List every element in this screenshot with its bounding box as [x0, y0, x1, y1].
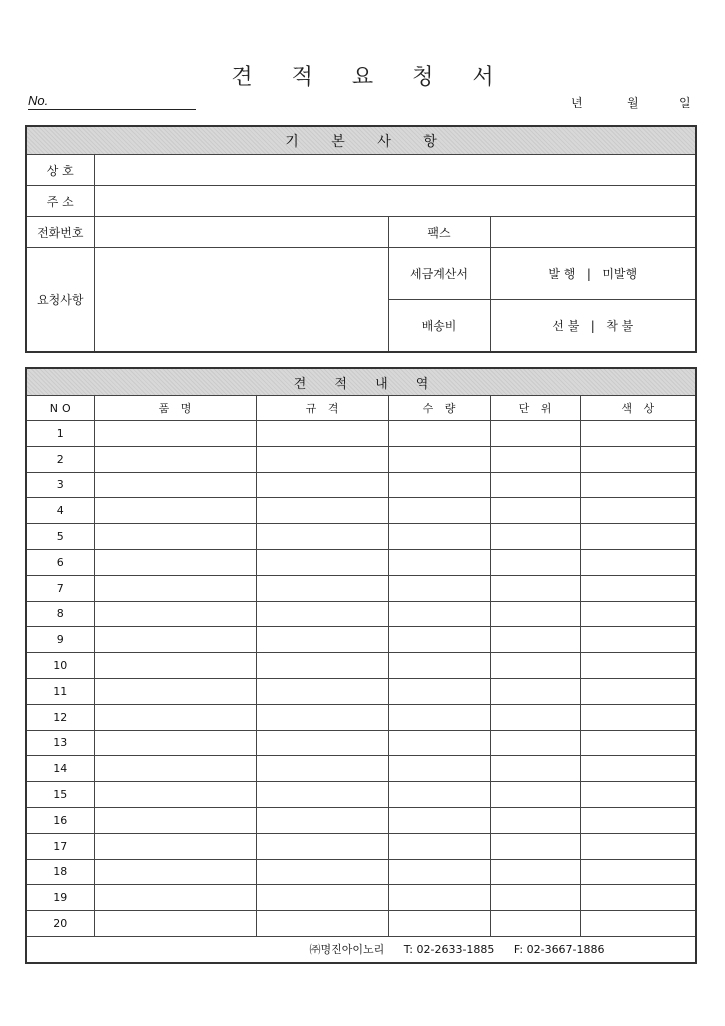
item-name-cell[interactable] [94, 627, 256, 653]
color-cell[interactable] [580, 885, 696, 911]
table-row [26, 807, 696, 833]
row-number: 18 [26, 859, 94, 885]
table-row [26, 627, 696, 653]
unit-cell[interactable] [490, 472, 580, 498]
color-cell[interactable] [580, 549, 696, 575]
unit-cell[interactable] [490, 730, 580, 756]
row-number: 13 [26, 730, 94, 756]
request-label: 요청사항 [26, 248, 94, 352]
item-name-cell[interactable] [94, 472, 256, 498]
row-number: 11 [26, 678, 94, 704]
quantity-cell[interactable] [388, 653, 490, 679]
spec-cell[interactable] [256, 421, 388, 447]
column-header-unit: 단 위 [490, 396, 580, 421]
tax-invoice-label: 세금계산서 [388, 248, 490, 300]
quantity-cell[interactable] [388, 575, 490, 601]
date-day-label: 일 [679, 96, 691, 110]
request-input[interactable] [94, 248, 388, 352]
item-name-cell[interactable] [94, 524, 256, 550]
spec-cell[interactable] [256, 807, 388, 833]
item-name-cell[interactable] [94, 446, 256, 472]
quantity-cell[interactable] [388, 446, 490, 472]
table-row [26, 833, 696, 859]
quantity-cell[interactable] [388, 472, 490, 498]
row-number: 15 [26, 782, 94, 808]
color-cell[interactable] [580, 833, 696, 859]
row-number: 20 [26, 911, 94, 937]
row-number: 6 [26, 549, 94, 575]
item-name-cell[interactable] [94, 911, 256, 937]
item-name-cell[interactable] [94, 782, 256, 808]
table-row [26, 782, 696, 808]
fax-input[interactable] [490, 217, 696, 248]
unit-cell[interactable] [490, 885, 580, 911]
color-cell[interactable] [580, 782, 696, 808]
spec-cell[interactable] [256, 911, 388, 937]
color-cell[interactable] [580, 421, 696, 447]
spec-cell[interactable] [256, 730, 388, 756]
quote-items-table [25, 367, 697, 964]
quantity-cell[interactable] [388, 524, 490, 550]
quantity-cell[interactable] [388, 678, 490, 704]
column-header-spec: 규 격 [256, 396, 388, 421]
table-row [26, 575, 696, 601]
table-row [26, 601, 696, 627]
quantity-cell[interactable] [388, 601, 490, 627]
table-row [26, 756, 696, 782]
item-name-cell[interactable] [94, 885, 256, 911]
quantity-cell[interactable] [388, 859, 490, 885]
quantity-cell[interactable] [388, 833, 490, 859]
item-name-cell[interactable] [94, 756, 256, 782]
row-number: 1 [26, 421, 94, 447]
spec-cell[interactable] [256, 549, 388, 575]
color-cell[interactable] [580, 472, 696, 498]
item-name-cell[interactable] [94, 421, 256, 447]
spec-cell[interactable] [256, 885, 388, 911]
column-header-quantity: 수 량 [388, 396, 490, 421]
quantity-cell[interactable] [388, 756, 490, 782]
unit-cell[interactable] [490, 549, 580, 575]
row-number: 14 [26, 756, 94, 782]
table-row [26, 678, 696, 704]
quantity-cell[interactable] [388, 885, 490, 911]
color-cell[interactable] [580, 524, 696, 550]
item-name-cell[interactable] [94, 601, 256, 627]
spec-cell[interactable] [256, 498, 388, 524]
column-header-no: NO [26, 396, 94, 421]
color-cell[interactable] [580, 498, 696, 524]
table-row [26, 730, 696, 756]
table-row [26, 421, 696, 447]
spec-cell[interactable] [256, 678, 388, 704]
table-row [26, 653, 696, 679]
unit-cell[interactable] [490, 704, 580, 730]
footer-tel: T: 02-2633-1885 [403, 943, 495, 957]
date-year-label: 년 [571, 96, 583, 110]
document-number-field[interactable]: No. [28, 93, 196, 110]
unit-cell[interactable] [490, 678, 580, 704]
row-number: 2 [26, 446, 94, 472]
unit-cell[interactable] [490, 859, 580, 885]
phone-label: 전화번호 [26, 217, 94, 248]
date-month-label: 월 [627, 96, 639, 110]
company-label: 상 호 [26, 155, 94, 186]
quantity-cell[interactable] [388, 911, 490, 937]
row-number: 4 [26, 498, 94, 524]
basic-info-table [25, 125, 697, 353]
item-name-cell[interactable] [94, 730, 256, 756]
unit-cell[interactable] [490, 601, 580, 627]
color-cell[interactable] [580, 807, 696, 833]
item-name-cell[interactable] [94, 678, 256, 704]
footer-fax: F: 02-3667-1886 [513, 943, 605, 957]
item-name-cell[interactable] [94, 807, 256, 833]
shipping-label: 배송비 [388, 300, 490, 352]
footer-contact [26, 936, 696, 962]
item-name-cell[interactable] [94, 549, 256, 575]
row-number: 7 [26, 575, 94, 601]
spec-cell[interactable] [256, 472, 388, 498]
document-title: 견 적 요 청 서 [231, 65, 510, 90]
color-cell[interactable] [580, 627, 696, 653]
spec-cell[interactable] [256, 653, 388, 679]
table-row [26, 472, 696, 498]
unit-cell[interactable] [490, 911, 580, 937]
row-number: 5 [26, 524, 94, 550]
row-number: 8 [26, 601, 94, 627]
item-name-cell[interactable] [94, 653, 256, 679]
row-number: 16 [26, 807, 94, 833]
spec-cell[interactable] [256, 859, 388, 885]
unit-cell[interactable] [490, 575, 580, 601]
item-name-cell[interactable] [94, 859, 256, 885]
table-row [26, 911, 696, 937]
spec-cell[interactable] [256, 601, 388, 627]
phone-input[interactable] [94, 217, 388, 248]
shipping-options[interactable]: 선 불 | 착 불 [490, 300, 696, 352]
spec-cell[interactable] [256, 704, 388, 730]
column-header-color: 색 상 [580, 396, 696, 421]
row-number: 10 [26, 653, 94, 679]
quantity-cell[interactable] [388, 730, 490, 756]
row-number: 12 [26, 704, 94, 730]
quantity-cell[interactable] [388, 782, 490, 808]
unit-cell[interactable] [490, 524, 580, 550]
row-number: 17 [26, 833, 94, 859]
row-number: 19 [26, 885, 94, 911]
quantity-cell[interactable] [388, 549, 490, 575]
spec-cell[interactable] [256, 627, 388, 653]
color-cell[interactable] [580, 756, 696, 782]
color-cell[interactable] [580, 575, 696, 601]
address-label: 주 소 [26, 186, 94, 217]
unit-cell[interactable] [490, 446, 580, 472]
color-cell[interactable] [580, 601, 696, 627]
color-cell[interactable] [580, 730, 696, 756]
fax-label: 팩스 [388, 217, 490, 248]
color-cell[interactable] [580, 704, 696, 730]
spec-cell[interactable] [256, 524, 388, 550]
address-input[interactable] [94, 186, 696, 217]
spec-cell[interactable] [256, 575, 388, 601]
color-cell[interactable] [580, 911, 696, 937]
quantity-cell[interactable] [388, 627, 490, 653]
quantity-cell[interactable] [388, 498, 490, 524]
color-cell[interactable] [580, 678, 696, 704]
column-header-item-name: 품 명 [94, 396, 256, 421]
unit-cell[interactable] [490, 807, 580, 833]
unit-cell[interactable] [490, 782, 580, 808]
spec-cell[interactable] [256, 756, 388, 782]
spec-cell[interactable] [256, 833, 388, 859]
tax-invoice-options[interactable]: 발 행 | 미발행 [490, 248, 696, 300]
unit-cell[interactable] [490, 653, 580, 679]
color-cell[interactable] [580, 446, 696, 472]
table-row [26, 859, 696, 885]
footer-company: ㈜명진아이노리 [309, 943, 385, 957]
item-name-cell[interactable] [94, 833, 256, 859]
item-name-cell[interactable] [94, 575, 256, 601]
spec-cell[interactable] [256, 782, 388, 808]
table-row [26, 885, 696, 911]
quote-items-header: 견 적 내 역 [26, 368, 696, 396]
table-row [26, 498, 696, 524]
table-row [26, 524, 696, 550]
company-input[interactable] [94, 155, 696, 186]
color-cell[interactable] [580, 859, 696, 885]
spec-cell[interactable] [256, 446, 388, 472]
table-row [26, 704, 696, 730]
item-name-cell[interactable] [94, 704, 256, 730]
quantity-cell[interactable] [388, 704, 490, 730]
table-row [26, 549, 696, 575]
item-name-cell[interactable] [94, 498, 256, 524]
unit-cell[interactable] [490, 627, 580, 653]
quantity-cell[interactable] [388, 807, 490, 833]
color-cell[interactable] [580, 653, 696, 679]
row-number: 3 [26, 472, 94, 498]
unit-cell[interactable] [490, 421, 580, 447]
unit-cell[interactable] [490, 498, 580, 524]
unit-cell[interactable] [490, 756, 580, 782]
unit-cell[interactable] [490, 833, 580, 859]
quantity-cell[interactable] [388, 421, 490, 447]
basic-info-header: 기 본 사 항 [26, 126, 696, 155]
table-row [26, 446, 696, 472]
row-number: 9 [26, 627, 94, 653]
